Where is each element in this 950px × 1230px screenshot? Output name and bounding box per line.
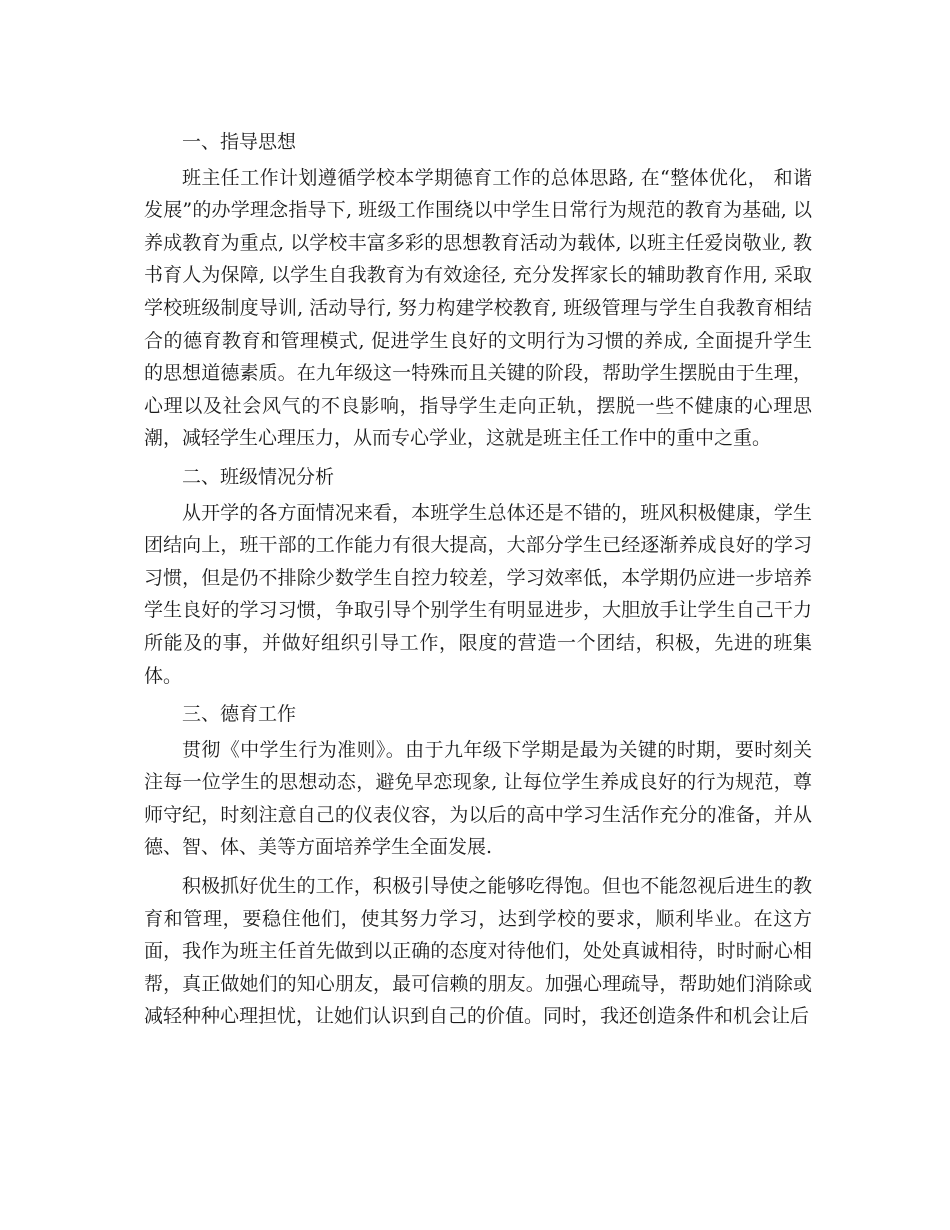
paragraph-class-analysis: 从开学的各方面情况来看，本班学生总体还是不错的，班风积极健康，学生团结向上，班干部的工作能力有很大提高，大部分学生已经逐渐养成良好的学习习惯，但是仍不排除少数学生自控力较差，学习效率低，本学期仍应进一步培养学生良好的学习习惯，争取引导个别学生有明显进步，大胆放手让学生自己干力所能及的事，并做好组织引导工作，限度的营造一个团结，积极，先进的班集体。 — [144, 501, 812, 687]
section-heading-moral-education: 三、德育工作 — [182, 703, 297, 726]
section-heading-guiding-ideology: 一、指导思想 — [182, 131, 297, 153]
paragraph-moral-education-2: 积极抓好优生的工作，积极引导使之能够吃得饱。但也不能忽视后进生的教育和管理，要稳住他们，使其努力学习，达到学校的要求，顺利毕业。在这方面，我作为班主任首先做到以正确的态度对待他们，处处真诚相待，时时耐心相帮，真正做她们的知心朋友，最可信赖的朋友。加强心理疏导，帮助她们消除或减轻种种心理担忧，让她们认识到自己的价值。同时，我还创造条件和机会让后 — [144, 875, 812, 1028]
document-body — [144, 126, 812, 1039]
paragraph-guiding-ideology: 班主任工作计划遵循学校本学期德育工作的总体思路, 在“整体优化， 和谐发展”的办学理念指导下, 班级工作围绕以中学生日常行为规范的教育为基础, 以养成教育为重点, 以学校丰富多彩的思想教育活动为载体, 以班主任爱岗敬业, 教书育人为保障, 以学生自我教育为有效途径, 充分发挥家长的辅助教育作用, 采取学校班级制度导训, 活动导行, 努力构建学校教育, 班级管理与学生自我教育相结合的德育教育和管理模式, 促进学生良好的文明行为习惯的养成, 全面提升学生的思想道德素质。在九年级这一特殊而且关键的阶段，帮助学生摆脱由于生理，心理以及社会风气的不良影响，指导学生走向正轨，摆脱一些不健康的心理思潮，减轻学生心理压力，从而专心学业，这就是班主任工作中的重中之重。 — [144, 166, 812, 450]
paragraph-moral-education-1: 贯彻《中学生行为准则》。由于九年级下学期是最为关键的时期，要时刻关注每一位学生的思想动态，避免早恋现象, 让每位学生养成良好的行为规范，尊师守纪，时刻注意自己的仪表仪容，为以后的高中学习生活作充分的准备，并从德、智、体、美等方面培养学生全面发展. — [144, 738, 812, 859]
section-heading-class-analysis: 二、班级情况分析 — [182, 465, 335, 488]
